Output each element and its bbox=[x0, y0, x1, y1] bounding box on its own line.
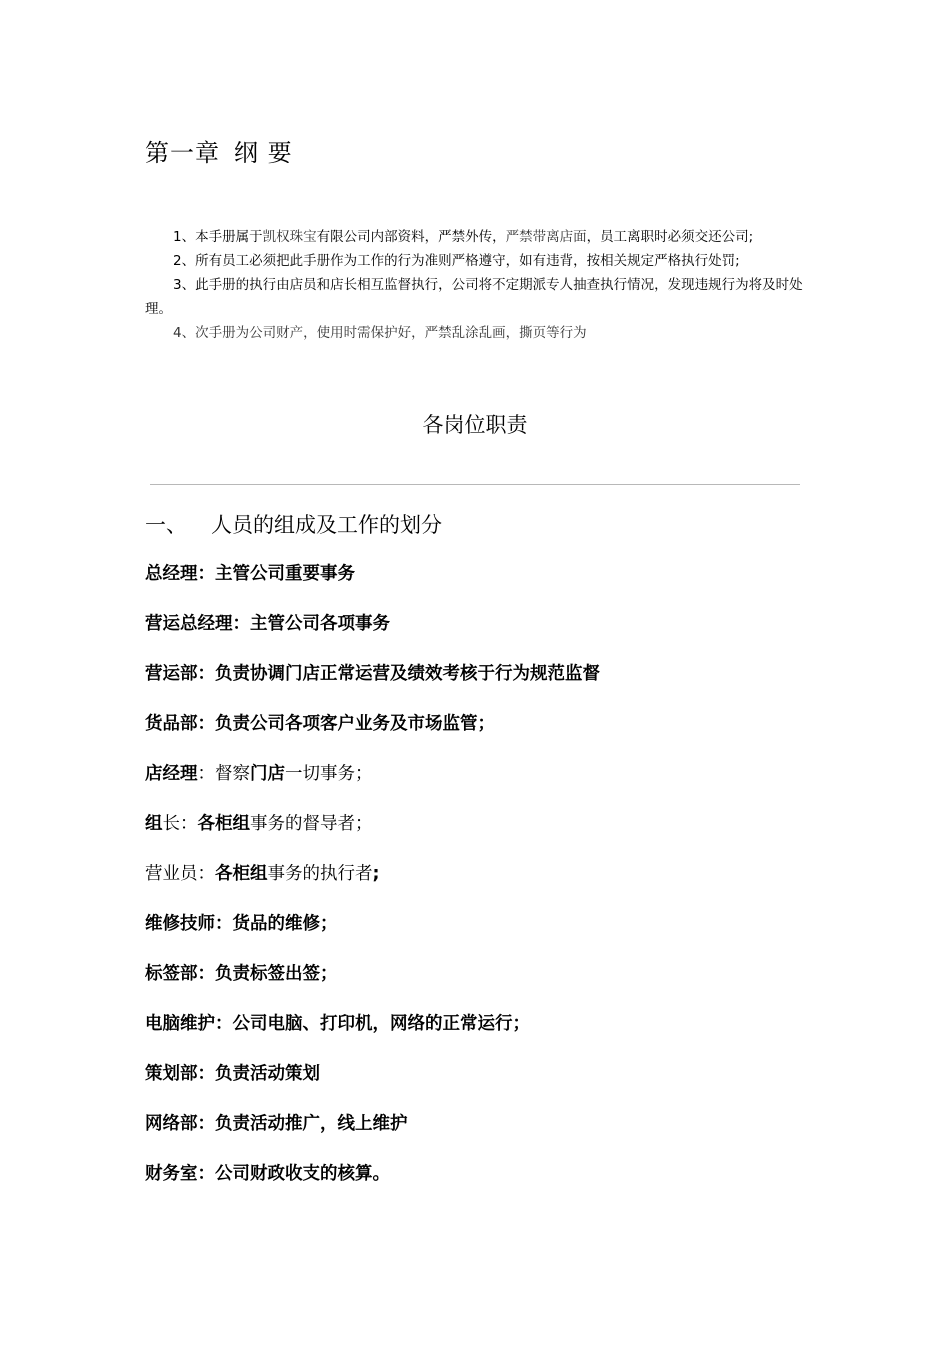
role-general-manager: 总经理：主管公司重要事务 bbox=[145, 564, 355, 584]
role-operations-dept: 营运部：负责协调门店正常运营及绩效考核于行为规范监督 bbox=[145, 664, 600, 684]
role-merchandise-dept: 货品部：负责公司各项客户业务及市场监管； bbox=[145, 714, 495, 734]
role-list bbox=[145, 559, 845, 1209]
sub-heading bbox=[145, 509, 442, 539]
chapter-title bbox=[145, 133, 293, 168]
role-store-manager: 店经理：督察门店一切事务； bbox=[145, 764, 373, 784]
role-it-maintenance: 电脑维护：公司电脑、打印机，网络的正常运行； bbox=[145, 1014, 530, 1034]
role-sales-staff: 营业员：各柜组事务的执行者; bbox=[145, 864, 380, 884]
divider bbox=[150, 484, 800, 485]
intro-item-4: 4、次手册为公司财产，使用时需保护好，严禁乱涂乱画，撕页等行为 bbox=[173, 325, 587, 341]
section-title: 各岗位职责 bbox=[422, 413, 528, 437]
role-network-dept: 网络部：负责活动推广，线上维护 bbox=[145, 1114, 408, 1134]
role-operations-general-manager: 营运总经理：主管公司各项事务 bbox=[145, 614, 390, 634]
intro-item-2: 2、所有员工必须把此手册作为工作的行为准则严格遵守，如有违背，按相关规定严格执行处罚; bbox=[173, 253, 740, 269]
role-label-dept: 标签部：负责标签出签； bbox=[145, 964, 338, 984]
role-team-leader: 组长：各柜组事务的督导者； bbox=[145, 814, 373, 834]
intro-notes bbox=[145, 225, 805, 345]
chapter-name: 纲 要 bbox=[234, 139, 293, 167]
sub-heading-number: 一、 bbox=[145, 513, 187, 537]
intro-item-3: 3、此手册的执行由店员和店长相互监督执行，公司将不定期派专人抽查执行情况，发现违规行为将及时处理。 bbox=[145, 277, 803, 317]
role-repair-technician: 维修技师：货品的维修； bbox=[145, 914, 338, 934]
role-finance-office: 财务室：公司财政收支的核算。 bbox=[145, 1164, 390, 1184]
role-planning-dept: 策划部：负责活动策划 bbox=[145, 1064, 320, 1084]
intro-item-1: 1、本手册属于凯权珠宝有限公司内部资料，严禁外传，严禁带离店面，员工离职时必须交还公司; bbox=[173, 229, 754, 245]
chapter-label: 第一章 bbox=[145, 139, 220, 167]
sub-heading-text: 人员的组成及工作的划分 bbox=[211, 513, 442, 537]
